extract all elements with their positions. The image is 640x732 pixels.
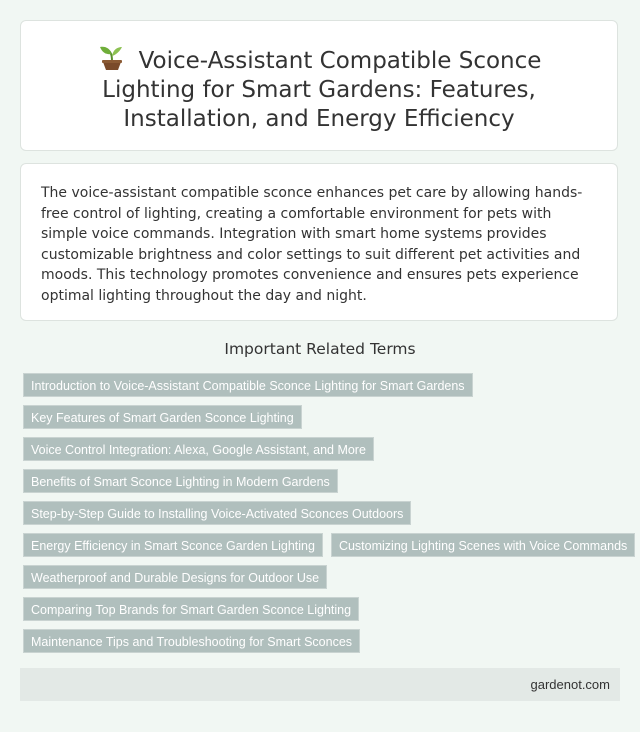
related-term-tag[interactable]: Customizing Lighting Scenes with Voice Commands — [331, 533, 635, 557]
related-term-tag[interactable]: Voice Control Integration: Alexa, Google Assistant, and More — [23, 437, 374, 461]
footer — [20, 668, 620, 701]
related-term-tag[interactable]: Weatherproof and Durable Designs for Outdoor Use — [23, 565, 327, 589]
related-term-tag[interactable]: Benefits of Smart Sconce Lighting in Modern Gardens — [23, 469, 338, 493]
related-term-tag[interactable]: Step-by-Step Guide to Installing Voice-Activated Sconces Outdoors — [23, 501, 411, 525]
title-card — [20, 20, 618, 151]
related-term-tag[interactable]: Key Features of Smart Garden Sconce Lighting — [23, 405, 302, 429]
related-term-tag[interactable]: Comparing Top Brands for Smart Garden Sconce Lighting — [23, 597, 359, 621]
sprout-icon — [97, 45, 127, 71]
related-term-tag[interactable]: Energy Efficiency in Smart Sconce Garden Lighting — [23, 533, 323, 557]
page-title — [21, 21, 617, 134]
title-text: Voice-Assistant Compatible Sconce Lighting for Smart Gardens: Features, Installation, and Energy Efficiency — [102, 48, 542, 132]
related-terms-heading: Important Related Terms — [224, 340, 416, 358]
intro-text: The voice-assistant compatible sconce enhances pet care by allowing hands-free control of lighting, creating a comfortable environment for pets with simple voice commands. Integration with smart home systems provides customizable brightness and color settings to suit different pet activities and moods. This technology promotes convenience and ensures pets experience optimal lighting throughout the day and night. — [41, 185, 583, 304]
intro-card — [20, 163, 618, 321]
related-term-tag[interactable]: Maintenance Tips and Troubleshooting for Smart Sconces — [23, 629, 360, 653]
related-term-tag[interactable]: Introduction to Voice-Assistant Compatible Sconce Lighting for Smart Gardens — [23, 373, 473, 397]
footer-site-link[interactable]: gardenot.com — [530, 677, 610, 692]
related-terms-list — [23, 373, 628, 661]
